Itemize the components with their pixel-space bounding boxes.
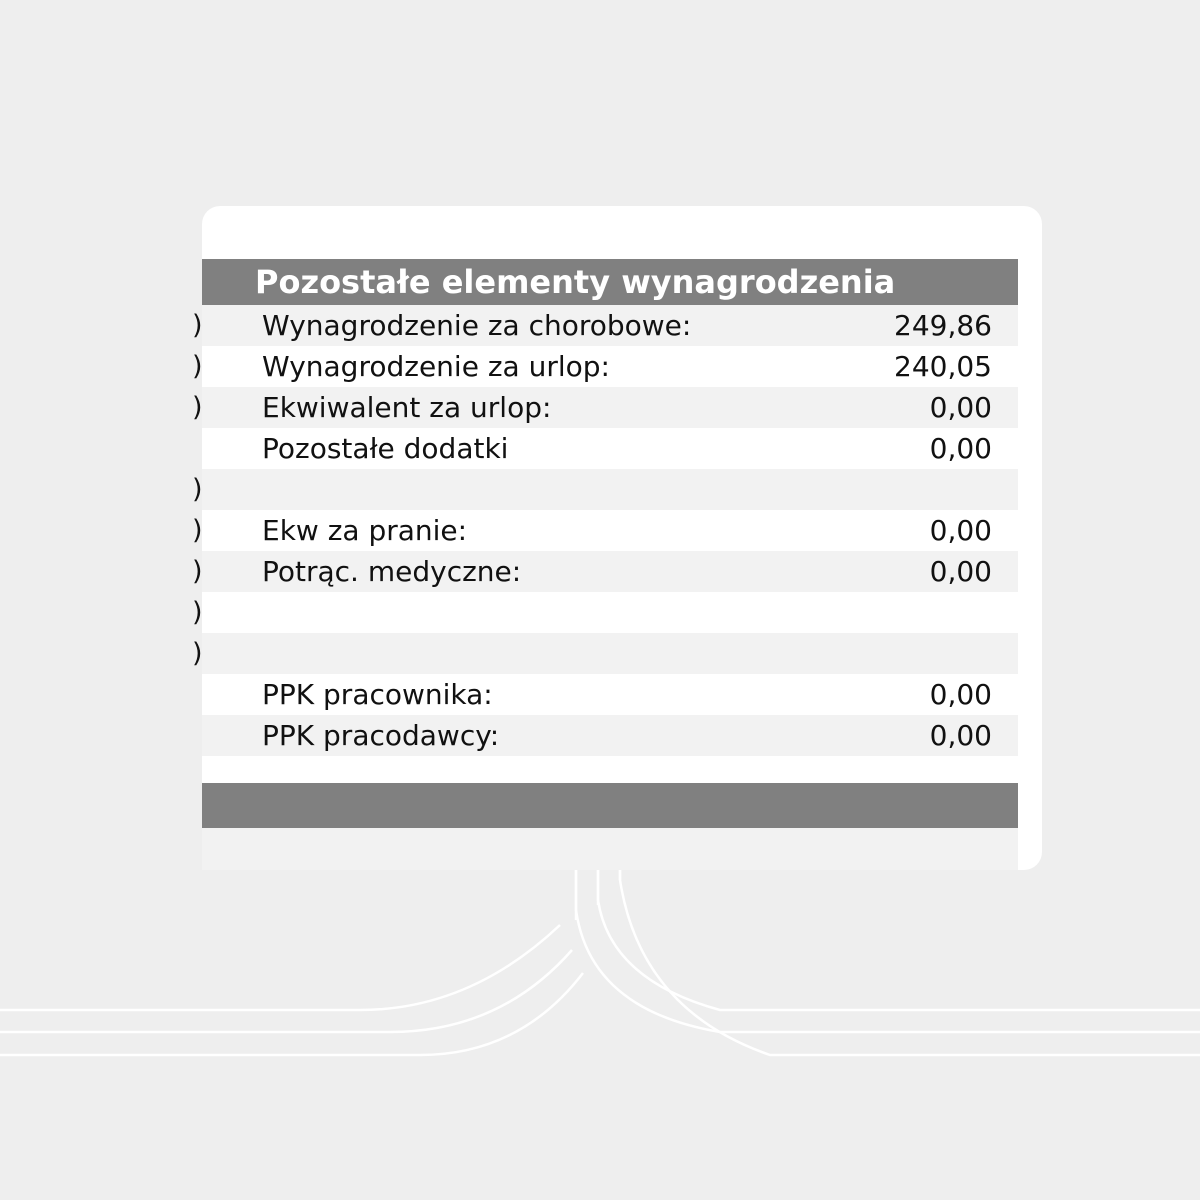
table-row — [192, 387, 1018, 428]
section-title: Pozostałe elementy wynagrodzenia — [255, 263, 896, 301]
row-label: Wynagrodzenie za urlop: — [262, 350, 610, 383]
row-value: 0,00 — [929, 555, 992, 588]
table-row — [192, 633, 1018, 674]
row-value: 0,00 — [929, 432, 992, 465]
row-label: PPK pracownika: — [262, 678, 493, 711]
row-label: Pozostałe dodatki — [262, 432, 509, 465]
row-left-mark: ) — [192, 556, 203, 587]
table-row — [202, 674, 1018, 715]
row-value: 0,00 — [929, 678, 992, 711]
row-value: 249,86 — [894, 309, 992, 342]
row-left-mark: ) — [192, 515, 203, 546]
card-bottom-strip — [202, 828, 1018, 870]
table-row — [192, 469, 1018, 510]
salary-card — [192, 206, 1042, 870]
table-row — [192, 592, 1018, 633]
table-row — [192, 510, 1018, 551]
row-value: 0,00 — [929, 719, 992, 752]
section-header — [202, 259, 1018, 305]
table-row — [192, 551, 1018, 592]
row-left-mark: ) — [192, 351, 203, 382]
row-left-mark: ) — [192, 392, 203, 423]
footer-bar — [202, 783, 1018, 828]
table-row — [202, 715, 1018, 756]
row-value: 0,00 — [929, 391, 992, 424]
table-row — [202, 428, 1018, 469]
row-left-mark: ) — [192, 474, 203, 505]
row-label: Wynagrodzenie za chorobowe: — [262, 309, 692, 342]
row-left-mark: ) — [192, 638, 203, 669]
row-label: Potrąc. medyczne: — [262, 555, 522, 588]
row-value: 0,00 — [929, 514, 992, 547]
salary-rows — [192, 305, 1018, 756]
table-row — [192, 305, 1018, 346]
row-label: Ekw za pranie: — [262, 514, 468, 547]
row-value: 240,05 — [894, 350, 992, 383]
row-left-mark: ) — [192, 597, 203, 628]
row-left-mark: ) — [192, 310, 203, 341]
row-label: PPK pracodawcy: — [262, 719, 500, 752]
row-label: Ekwiwalent za urlop: — [262, 391, 552, 424]
table-row — [192, 346, 1018, 387]
